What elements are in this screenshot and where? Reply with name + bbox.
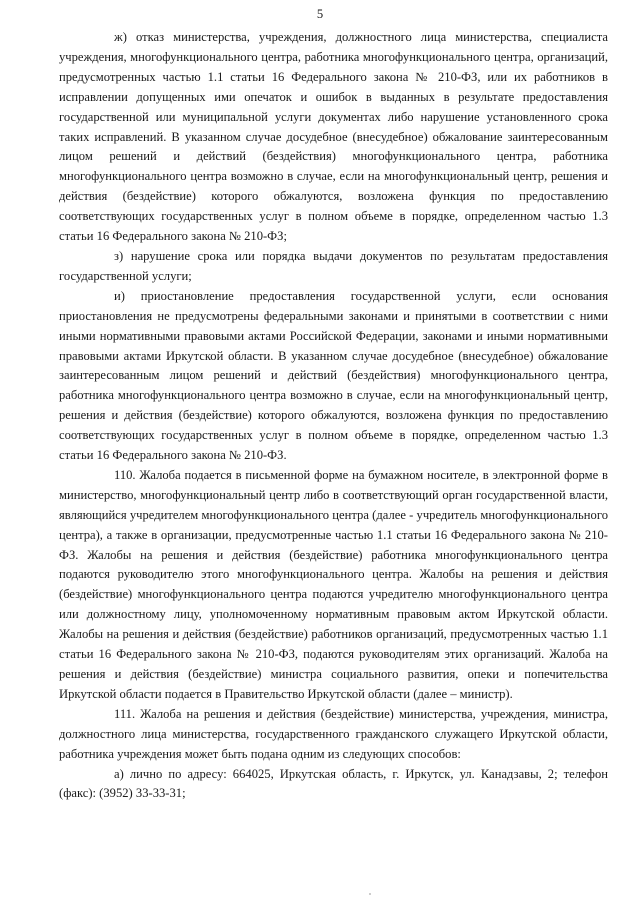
- page-number: 5: [316, 7, 324, 21]
- paragraph-111: 111. Жалоба на решения и действия (бездействие) министерства, учреждения, министра, должностного лица министерства, государственного гражданского служащего Иркутской области, работника учреждения может быть подана одним из следующих способов:: [59, 706, 608, 761]
- paragraph-a: а) лично по адресу: 664025, Иркутская область, г. Иркутск, ул. Канадзавы, 2; телефон (факс): (3952) 33-33-31;: [59, 766, 608, 801]
- paragraph-zh: ж) отказ министерства, учреждения, должностного лица министерства, специалиста учреждения, многофункционального центра, работника многофункционального центра, организаций, предусмотренных частью 1.1 статьи 16 Федерального закона № 210-ФЗ, или их работников в исправлении допущенных ими опечаток и ошибок в выданных в результате предоставления государственной или муниципальной услуги документах либо нарушение установленного срока таких исправлений. В указанном случае досудебное (внесудебное) обжалование заинтересованным лицом решений и действий (бездействия) многофункционального центра, работника многофункционального центра возможно в случае, если на многофункциональный центр, решения и действия (бездействие) которого обжалуются, возложена функция по предоставлению соответствующих государственных услуг в полном объеме в порядке, определенном частью 1.3 статьи 16 Федерального закона № 210-ФЗ;: [59, 30, 608, 244]
- scan-speck: [369, 893, 371, 895]
- paragraph-i: и) приостановление предоставления государственной услуги, если основания приостановления не предусмотрены федеральными законами и принятыми в соответствии с ними иными нормативными правовыми актами Российской Федерации, законами и иными нормативными правовыми актами Иркутской области. В указанном случае досудебное (внесудебное) обжалование заинтересованным лицом решений и действий (бездействия) многофункционального центра, работника многофункционального центра возможно в случае, если на многофункциональный центр, решения и действия (бездействие) которого обжалуются, возложена функция по предоставлению соответствующих государственных услуг в полном объеме в порядке, определенном частью 1.3 статьи 16 Федерального закона № 210-ФЗ.: [59, 288, 608, 463]
- paragraph-110: 110. Жалоба подается в письменной форме на бумажном носителе, в электронной форме в министерство, многофункциональный центр либо в соответствующий орган государственной власти, являющийся учредителем многофункционального центра (далее - учредитель многофункционального центра), а также в организации, предусмотренные частью 1.1 статьи 16 Федерального закона № 210-ФЗ. Жалобы на решения и действия (бездействие) работника многофункционального центра подаются руководителю этого многофункционального центра. Жалобы на решения и действия (бездействие) многофункционального центра подаются учредителю многофункционального центра или должностному лицу, уполномоченному нормативным правовым актом Иркутской области. Жалобы на решения и действия (бездействие) работников организаций, предусмотренных частью 1.1 статьи 16 Федерального закона № 210-ФЗ, подаются руководителям этих организаций. Жалоба на решения и действия (бездействие) министра социального развития, опеки и попечительства Иркутской области подается в Правительство Иркутской области (далее – министр).: [59, 467, 608, 701]
- paragraph-z: з) нарушение срока или порядка выдачи документов по результатам предоставления государственной услуги;: [59, 248, 608, 283]
- document-body: [59, 28, 608, 804]
